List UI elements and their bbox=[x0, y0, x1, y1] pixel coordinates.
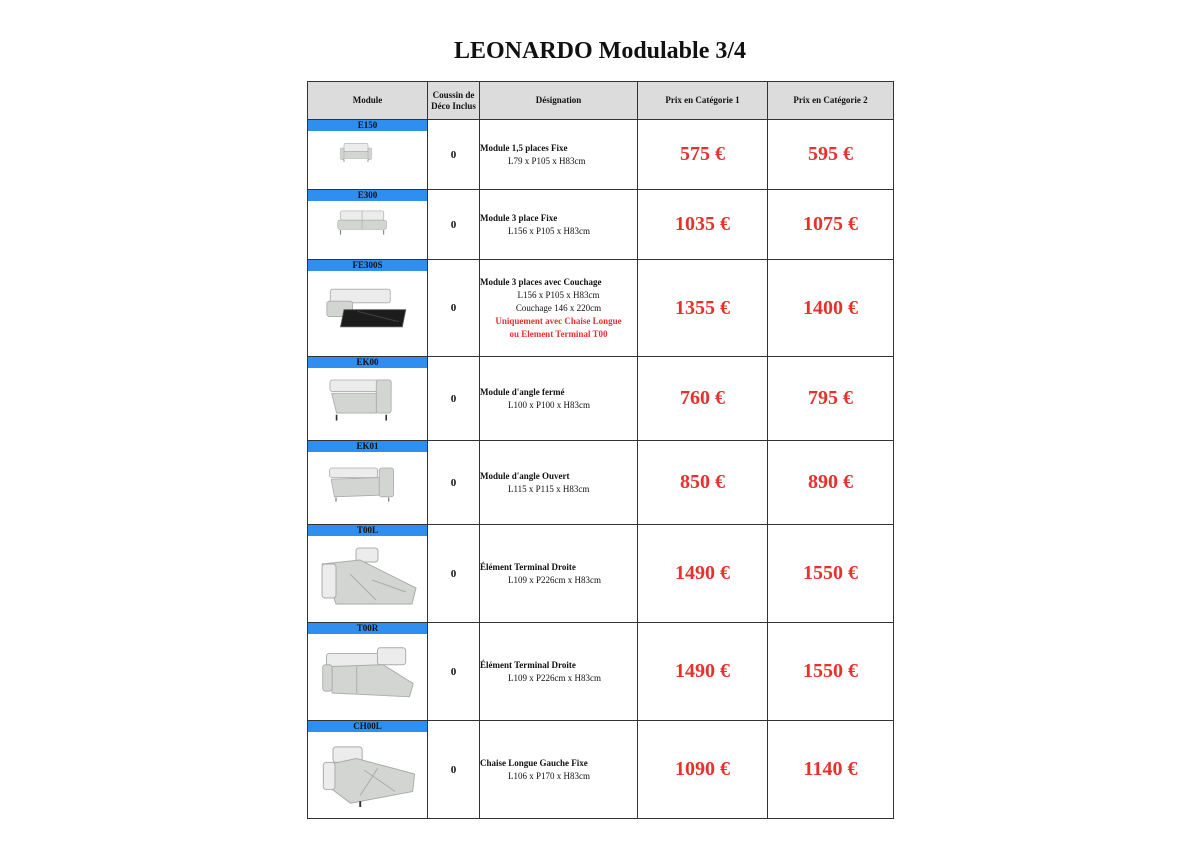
sofa-1-5-seat-icon bbox=[308, 131, 427, 189]
designation-name: Chaise Longue Gauche Fixe bbox=[480, 757, 588, 768]
table-row bbox=[308, 357, 894, 441]
module-code: T00R bbox=[308, 623, 427, 634]
cushion-count: 0 bbox=[428, 623, 480, 721]
price-cat2: 890 € bbox=[768, 441, 894, 525]
header-module: Module bbox=[308, 82, 428, 120]
module-cell bbox=[308, 623, 428, 721]
price-cat2: 795 € bbox=[768, 357, 894, 441]
designation-cell bbox=[480, 357, 638, 441]
table-row bbox=[308, 190, 894, 260]
table-row bbox=[308, 120, 894, 190]
cushion-count: 0 bbox=[428, 525, 480, 623]
page-title: LEONARDO Modulable 3/4 bbox=[453, 38, 747, 64]
closed-corner-module-icon bbox=[308, 368, 427, 440]
designation-name: Élément Terminal Droite bbox=[480, 659, 576, 670]
designation-note: ou Element Terminal T00 bbox=[509, 328, 608, 339]
designation-cell bbox=[480, 525, 638, 623]
price-table bbox=[307, 81, 894, 819]
designation-name: Module 1,5 places Fixe bbox=[480, 142, 568, 153]
module-cell bbox=[308, 190, 428, 260]
designation-dimensions: L156 x P105 x H83cm bbox=[508, 225, 590, 236]
price-cat2: 1140 € bbox=[768, 721, 894, 819]
sofa-bed-icon bbox=[308, 271, 427, 356]
designation-name: Module 3 place Fixe bbox=[480, 212, 558, 223]
table-row bbox=[308, 525, 894, 623]
price-cat2: 1550 € bbox=[768, 623, 894, 721]
price-cat2: 595 € bbox=[768, 120, 894, 190]
designation-name: Élément Terminal Droite bbox=[480, 561, 576, 572]
price-cat1: 1035 € bbox=[638, 190, 768, 260]
module-code: E300 bbox=[308, 190, 427, 201]
module-code: EK01 bbox=[308, 441, 427, 452]
price-cat1: 1355 € bbox=[638, 260, 768, 357]
header-price-cat2: Prix en Catégorie 2 bbox=[768, 82, 894, 120]
module-cell bbox=[308, 260, 428, 357]
cushion-count: 0 bbox=[428, 721, 480, 819]
module-code: FE300S bbox=[308, 260, 427, 271]
table-row bbox=[308, 721, 894, 819]
price-cat1: 575 € bbox=[638, 120, 768, 190]
cushion-count: 0 bbox=[428, 441, 480, 525]
designation-name: Module 3 places avec Couchage bbox=[480, 276, 602, 287]
open-corner-module-icon bbox=[308, 452, 427, 524]
price-cat2: 1400 € bbox=[768, 260, 894, 357]
designation-name: Module d'angle fermé bbox=[480, 386, 565, 397]
module-cell bbox=[308, 721, 428, 819]
module-code: EK00 bbox=[308, 357, 427, 368]
cushion-count: 0 bbox=[428, 260, 480, 357]
designation-dimensions: Couchage 146 x 220cm bbox=[515, 302, 602, 313]
header-price-cat1: Prix en Catégorie 1 bbox=[638, 82, 768, 120]
designation-cell bbox=[480, 441, 638, 525]
cushion-count: 0 bbox=[428, 357, 480, 441]
table-row bbox=[308, 441, 894, 525]
designation-cell bbox=[480, 260, 638, 357]
designation-cell bbox=[480, 721, 638, 819]
designation-cell bbox=[480, 120, 638, 190]
price-cat1: 760 € bbox=[638, 357, 768, 441]
price-cat2: 1075 € bbox=[768, 190, 894, 260]
designation-name: Module d'angle Ouvert bbox=[480, 470, 570, 481]
price-cat2: 1550 € bbox=[768, 525, 894, 623]
designation-dimensions: L109 x P226cm x H83cm bbox=[508, 672, 601, 683]
table-header-row bbox=[308, 82, 894, 120]
module-code: CH00L bbox=[308, 721, 427, 732]
designation-cell bbox=[480, 190, 638, 260]
module-code: E150 bbox=[308, 120, 427, 131]
chaise-longue-icon bbox=[308, 732, 427, 818]
designation-dimensions: L106 x P170 x H83cm bbox=[508, 770, 590, 781]
price-cat1: 1490 € bbox=[638, 525, 768, 623]
terminal-element-left-icon bbox=[308, 536, 427, 622]
table-row bbox=[308, 260, 894, 357]
module-cell bbox=[308, 441, 428, 525]
sofa-3-seat-icon bbox=[308, 201, 427, 259]
price-cat1: 1090 € bbox=[638, 721, 768, 819]
price-cat1: 850 € bbox=[638, 441, 768, 525]
module-cell bbox=[308, 120, 428, 190]
designation-dimensions: L115 x P115 x H83cm bbox=[508, 483, 590, 494]
module-code: T00L bbox=[308, 525, 427, 536]
designation-dimensions: L156 x P105 x H83cm bbox=[517, 289, 600, 300]
designation-dimensions: L109 x P226cm x H83cm bbox=[508, 574, 601, 585]
terminal-element-right-icon bbox=[308, 634, 427, 720]
designation-dimensions: L100 x P100 x H83cm bbox=[508, 399, 590, 410]
cushion-count: 0 bbox=[428, 190, 480, 260]
module-cell bbox=[308, 525, 428, 623]
designation-dimensions: L79 x P105 x H83cm bbox=[508, 155, 586, 166]
table-row bbox=[308, 623, 894, 721]
header-cushion: Coussin de Déco Inclus bbox=[428, 82, 480, 120]
header-designation: Désignation bbox=[480, 82, 638, 120]
module-cell bbox=[308, 357, 428, 441]
price-cat1: 1490 € bbox=[638, 623, 768, 721]
cushion-count: 0 bbox=[428, 120, 480, 190]
designation-note: Uniquement avec Chaise Longue bbox=[495, 315, 622, 326]
designation-cell bbox=[480, 623, 638, 721]
